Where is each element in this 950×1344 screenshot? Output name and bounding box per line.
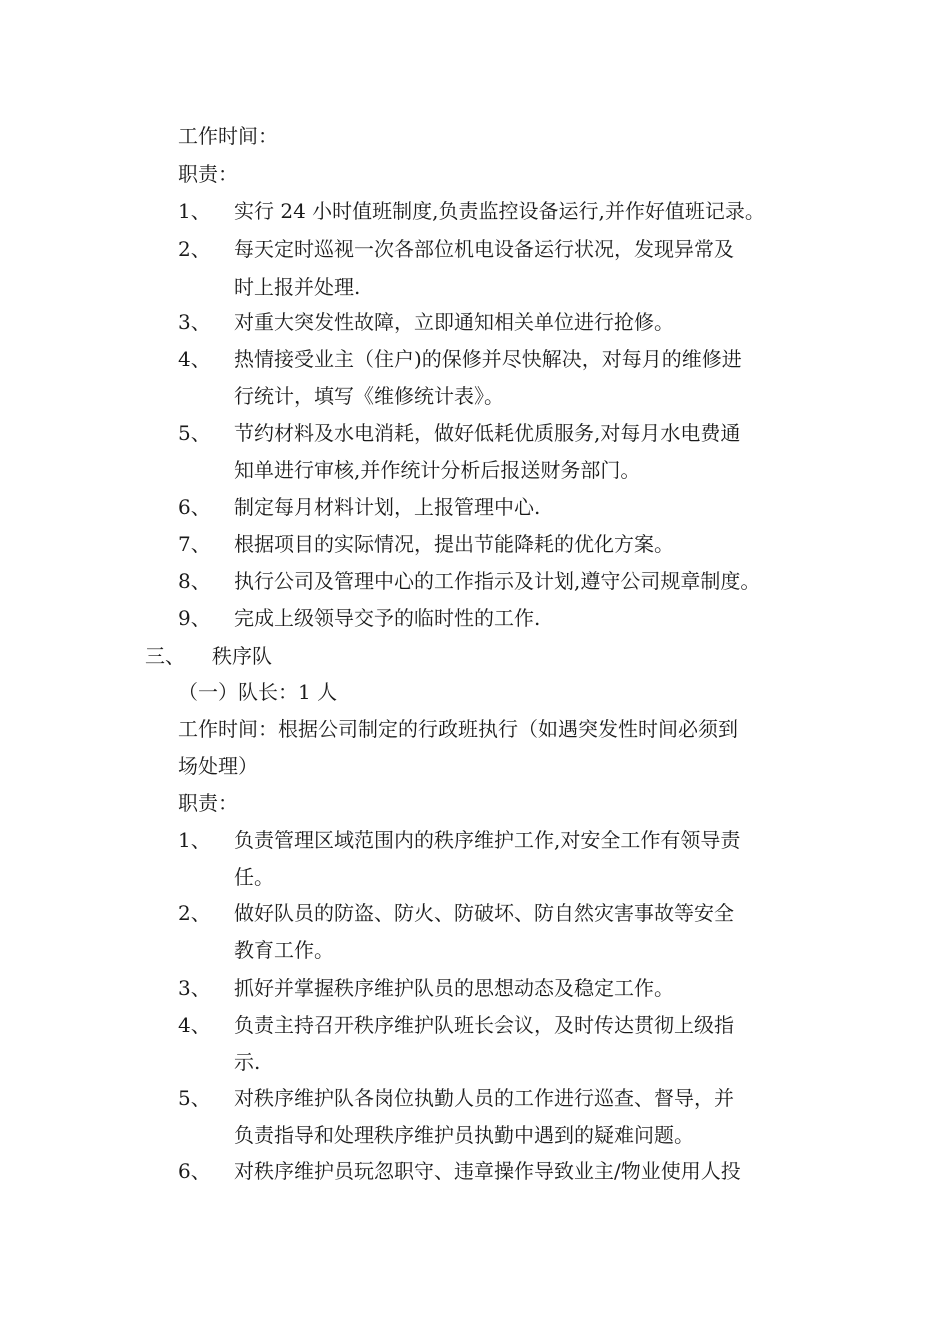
list-item-text: 示. xyxy=(234,1050,261,1074)
list-item-text: 对重大突发性故障，立即通知相关单位进行抢修。 xyxy=(234,310,674,334)
list-item-number: 5、 xyxy=(178,1086,211,1110)
list-item-text: 节约材料及水电消耗，做好低耗优质服务,对每月水电费通 xyxy=(234,421,741,445)
duties-label: 职责： xyxy=(178,791,238,815)
list-item-text: 热情接受业主（住户)的保修并尽快解决，对每月的维修进 xyxy=(234,347,742,371)
section-number: 三、 xyxy=(145,644,185,668)
list-item-number: 2、 xyxy=(178,237,211,261)
list-item-text: 行统计，填写《维修统计表》。 xyxy=(234,384,504,408)
list-item-text: 负责指导和处理秩序维护员执勤中遇到的疑难问题。 xyxy=(234,1123,694,1147)
list-item-number: 5、 xyxy=(178,421,211,445)
list-item-text: 制定每月材料计划，上报管理中心. xyxy=(234,495,541,519)
list-item-text: 执行公司及管理中心的工作指示及计划,遵守公司规章制度。 xyxy=(234,569,761,593)
list-item-text: 做好队员的防盗、防火、防破坏、防自然灾害事故等安全 xyxy=(234,901,734,925)
work-time-text: 工作时间：根据公司制定的行政班执行（如遇突发性时间必须到 xyxy=(178,717,738,741)
list-item-text: 负责管理区域范围内的秩序维护工作,对安全工作有领导责 xyxy=(234,828,741,852)
list-item-number: 1、 xyxy=(178,199,211,223)
list-item-text: 抓好并掌握秩序维护队员的思想动态及稳定工作。 xyxy=(234,976,674,1000)
list-item-text: 负责主持召开秩序维护队班长会议，及时传达贯彻上级指 xyxy=(234,1013,734,1037)
list-item-number: 3、 xyxy=(178,976,211,1000)
list-item-text: 对秩序维护队各岗位执勤人员的工作进行巡查、督导，并 xyxy=(234,1086,734,1110)
sub-heading: （一）队长：1 人 xyxy=(178,680,338,704)
list-item-number: 8、 xyxy=(178,569,211,593)
list-item-text: 时上报并处理. xyxy=(234,275,361,299)
list-item-text: 知单进行审核,并作统计分析后报送财务部门。 xyxy=(234,458,641,482)
list-item-number: 7、 xyxy=(178,532,211,556)
list-item-number: 6、 xyxy=(178,495,211,519)
list-item-text: 每天定时巡视一次各部位机电设备运行状况，发现异常及 xyxy=(234,237,734,261)
duties-label: 职责： xyxy=(178,162,238,186)
list-item-text: 根据项目的实际情况，提出节能降耗的优化方案。 xyxy=(234,532,674,556)
list-item-number: 2、 xyxy=(178,901,211,925)
list-item-number: 4、 xyxy=(178,347,211,371)
section-title: 秩序队 xyxy=(212,644,272,668)
list-item-number: 3、 xyxy=(178,310,211,334)
work-time-label: 工作时间： xyxy=(178,124,278,148)
list-item-text: 完成上级领导交予的临时性的工作. xyxy=(234,606,541,630)
list-item-number: 1、 xyxy=(178,828,211,852)
list-item-text: 任。 xyxy=(234,865,274,889)
list-item-text: 对秩序维护员玩忽职守、违章操作导致业主/物业使用人投 xyxy=(234,1159,741,1183)
list-item-number: 9、 xyxy=(178,606,211,630)
list-item-number: 4、 xyxy=(178,1013,211,1037)
list-item-text: 教育工作。 xyxy=(234,938,334,962)
list-item-number: 6、 xyxy=(178,1159,211,1183)
list-item-text: 实行 24 小时值班制度,负责监控设备运行,并作好值班记录。 xyxy=(234,199,765,223)
work-time-text: 场处理） xyxy=(178,754,258,778)
